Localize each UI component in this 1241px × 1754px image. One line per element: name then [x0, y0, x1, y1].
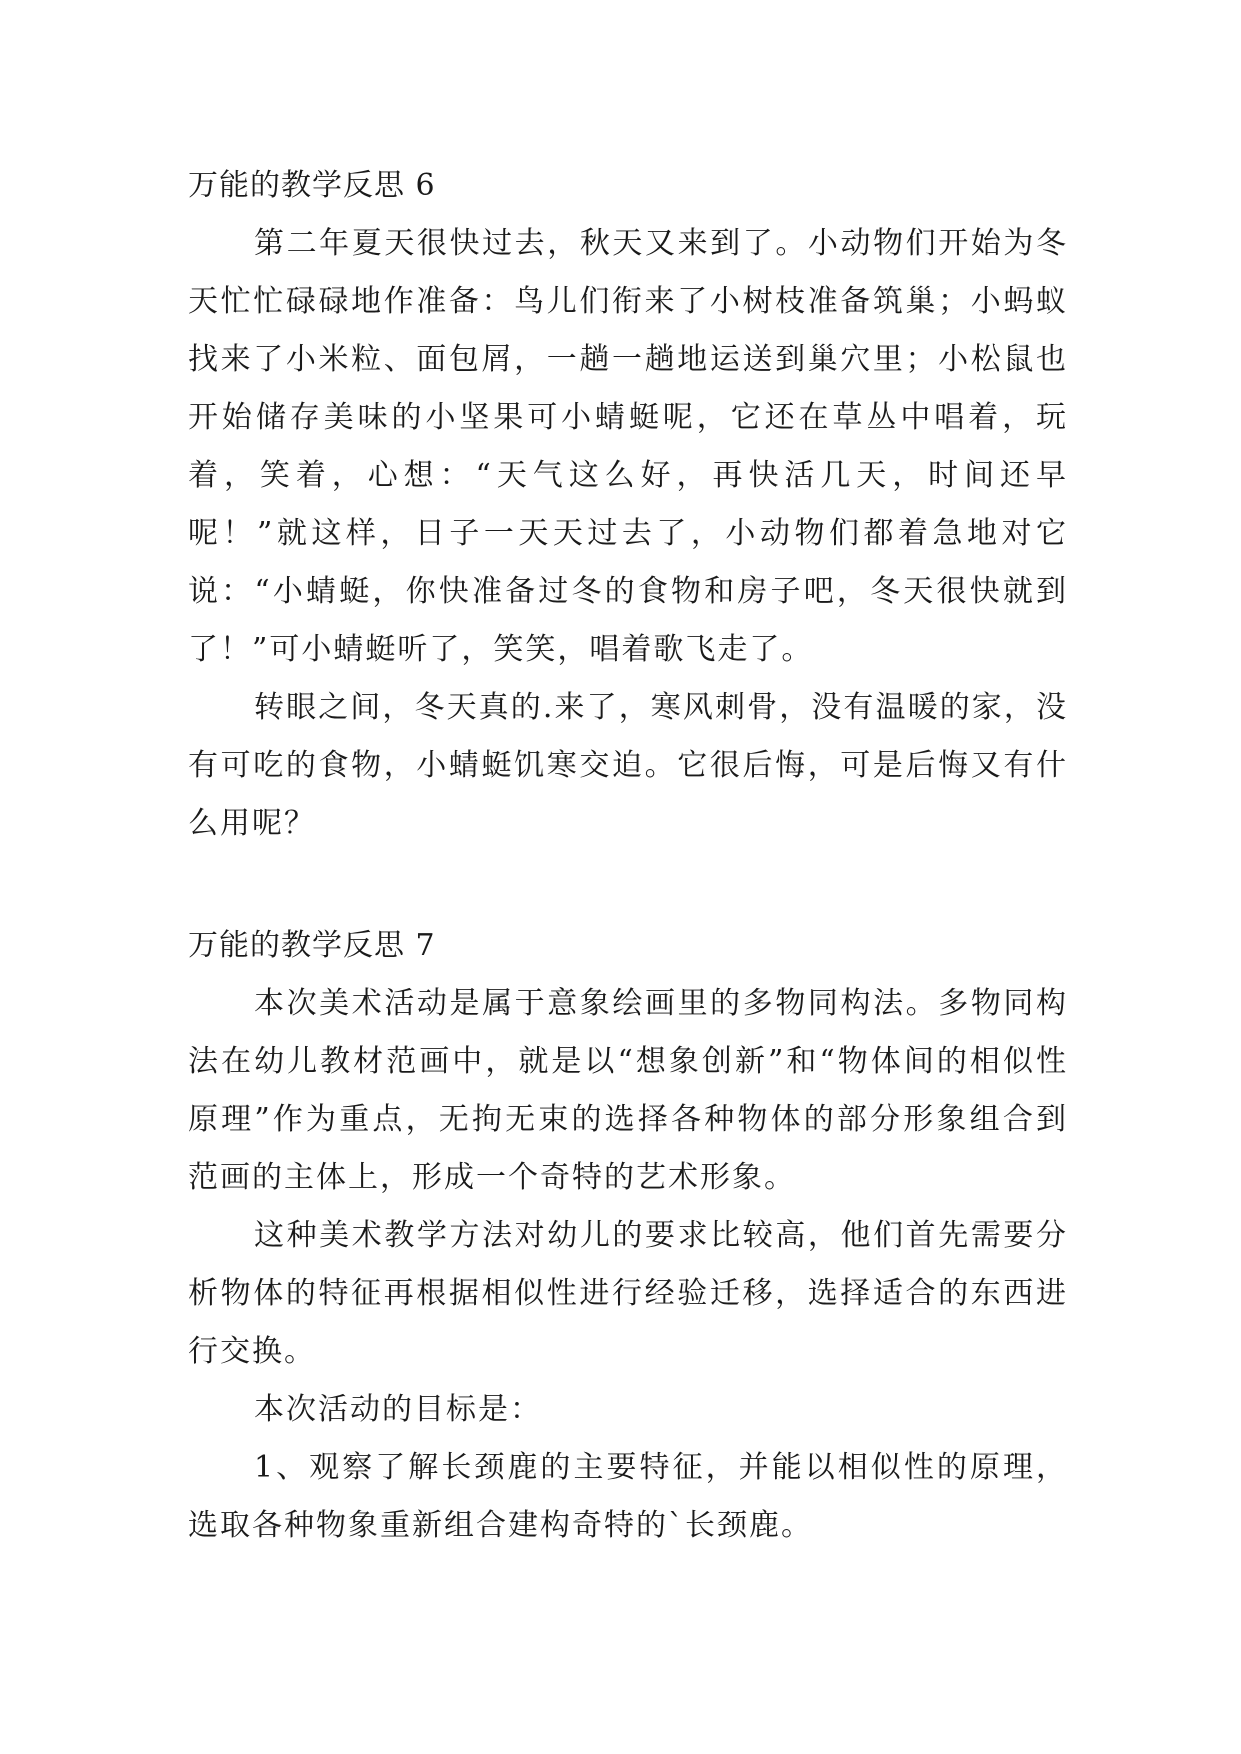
paragraph: 1、观察了解长颈鹿的主要特征，并能以相似性的原理，选取各种物象重新组合建构奇特的`长颈鹿。 [188, 1450, 1068, 1543]
paragraph: 这种美术教学方法对幼儿的要求比较高，他们首先需要分析物体的特征再根据相似性进行经验迁移，选择适合的东西进行交换。 [188, 1218, 1068, 1369]
section-reflection-7 [188, 917, 1068, 1555]
paragraph: 本次活动的目标是： [254, 1392, 542, 1427]
section-reflection-6 [188, 157, 1068, 853]
section-heading: 万能的教学反思 7 [188, 928, 436, 963]
section-heading: 万能的教学反思 6 [188, 168, 436, 203]
paragraph: 第二年夏天很快过去，秋天又来到了。小动物们开始为冬天忙忙碌碌地作准备：鸟儿们衔来了小树枝准备筑巢；小蚂蚁找来了小米粒、面包屑，一趟一趟地运送到巢穴里；小松鼠也开始储存美味的小坚果可小蜻蜓呢，它还在草丛中唱着，玩着，笑着，心想：“天气这么好，再快活几天，时间还早呢！”就这样，日子一天天过去了，小动物们都着急地对它说：“小蜻蜓，你快准备过冬的食物和房子吧，冬天很快就到了！”可小蜻蜓听了，笑笑，唱着歌飞走了。 [188, 226, 1068, 667]
paragraph: 转眼之间，冬天真的.来了，寒风刺骨，没有温暖的家，没有可吃的食物，小蜻蜓饥寒交迫。它很后悔，可是后悔又有什么用呢？ [188, 690, 1068, 841]
paragraph: 本次美术活动是属于意象绘画里的多物同构法。多物同构法在幼儿教材范画中，就是以“想象创新”和“物体间的相似性原理”作为重点，无拘无束的选择各种物体的部分形象组合到范画的主体上，形成一个奇特的艺术形象。 [188, 986, 1068, 1195]
